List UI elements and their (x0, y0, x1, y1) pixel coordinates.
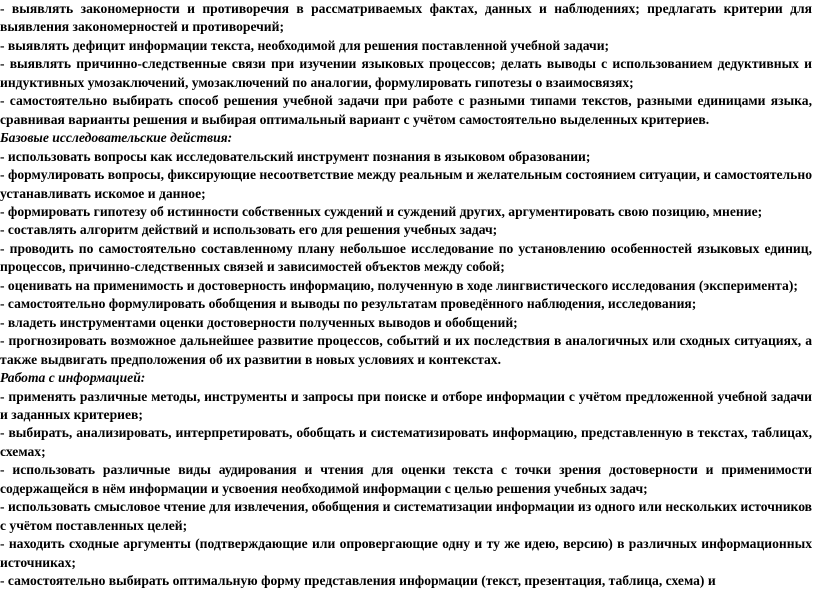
list-item: - составлять алгоритм действий и использовать его для решения учебных задач; (0, 222, 498, 238)
list-item: - использовать смысловое чтение для извлечения, обобщения и систематизации информации из одного или нескольких источников с учётом поставленных целей; (0, 499, 812, 533)
list-item: - использовать различные виды аудирования и чтения для оценки текста с точки зрения достоверности и применимости содержащейся в нём информации и усвоения необходимой информации с целью решения учебных задач; (0, 462, 812, 496)
list-item: - прогнозировать возможное дальнейшее развитие процессов, событий и их последствия в аналогичных или сходных ситуациях, а также выдвигать предположения об их развитии в новых условиях и контекстах. (0, 333, 812, 367)
information-actions-list (0, 388, 812, 591)
section-heading-research: Базовые исследовательские действия: (0, 130, 233, 146)
list-item: - владеть инструментами оценки достоверности полученных выводов и обобщений; (0, 314, 518, 330)
list-item: - самостоятельно формулировать обобщения и выводы по результатам проведённого наблюдения, исследования; (0, 296, 697, 312)
research-actions-list (0, 148, 812, 369)
list-item: - оценивать на применимость и достоверность информацию, полученную в ходе лингвистического исследования (эксперимента); (0, 277, 798, 293)
list-item: - применять различные методы, инструменты и запросы при поиске и отборе информации с учётом предложенной учебной задачи и заданных критериев; (0, 388, 812, 422)
list-item: - использовать вопросы как исследовательский инструмент познания в языковом образовании; (0, 148, 591, 164)
list-item: - выявлять закономерности и противоречия в рассматриваемых фактах, данных и наблюдениях; предлагать критерии для выявления закономерностей и противоречий; (0, 1, 812, 35)
list-item: - формулировать вопросы, фиксирующие несоответствие между реальным и желательным состоянием ситуации, и самостоятельно устанавливать искомое и данное; (0, 167, 812, 201)
analytical-actions-list (0, 0, 812, 129)
list-item: - самостоятельно выбирать оптимальную форму представления информации (текст, презентация, таблица, схема) и (0, 573, 716, 589)
list-item: - формировать гипотезу об истинности собственных суждений и суждений других, аргументировать свою позицию, мнение; (0, 203, 763, 219)
list-item: - выявлять дефицит информации текста, необходимой для решения поставленной учебной задачи; (0, 37, 610, 53)
list-item: - самостоятельно выбирать способ решения учебной задачи при работе с разными типами текстов, разными единицами языка, сравнивая варианты решения и выбирая оптимальный вариант с учётом самостоятельно выделенных критериев. (0, 93, 812, 127)
section-heading-information: Работа с информацией: (0, 370, 146, 386)
list-item: - проводить по самостоятельно составленному плану небольшое исследование по установлению особенностей языковых единиц, процессов, причинно-следственных связей и зависимостей объектов между собой; (0, 240, 812, 275)
list-item: - выбирать, анализировать, интерпретировать, обобщать и систематизировать информацию, представленную в текстах, таблицах, схемах; (0, 425, 812, 459)
list-item: - выявлять причинно-следственные связи при изучении языковых процессов; делать выводы с использованием дедуктивных и индуктивных умозаключений, умозаключений по аналогии, формулировать гипотезы о взаимосвязях; (0, 56, 812, 90)
list-item: - находить сходные аргументы (подтверждающие или опровергающие одну и ту же идею, версию) в различных информационных источниках; (0, 536, 812, 570)
